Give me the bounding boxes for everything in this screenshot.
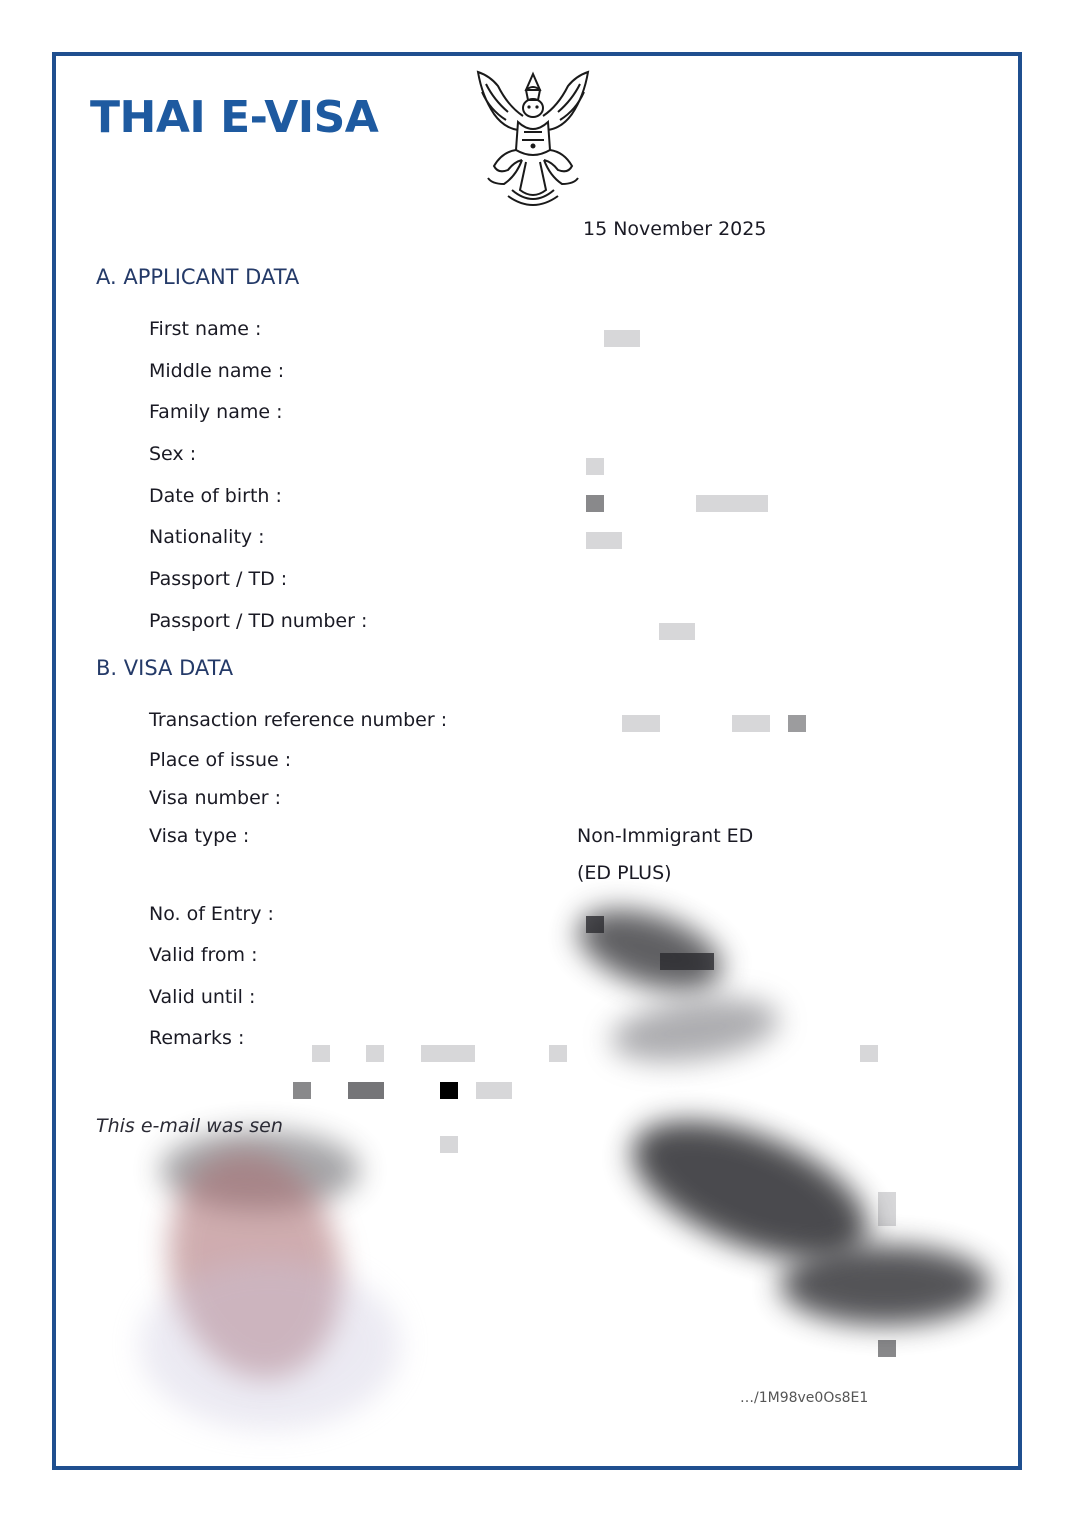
redacted-footer-3 <box>878 1340 896 1357</box>
document-date: 15 November 2025 <box>583 218 767 240</box>
redacted-passport-number <box>659 623 695 640</box>
redacted-footer-2 <box>878 1192 896 1226</box>
valid-from-label: Valid from : <box>149 944 258 966</box>
redacted-nationality <box>586 532 622 549</box>
transaction-reference-label: Transaction reference number : <box>149 709 448 731</box>
section-heading-applicant: A. APPLICANT DATA <box>96 265 300 289</box>
visa-type-label: Visa type : <box>149 825 250 847</box>
redacted-remarks-4 <box>549 1045 567 1062</box>
number-of-entry-label: No. of Entry : <box>149 903 274 925</box>
valid-until-label: Valid until : <box>149 986 256 1008</box>
redacted-remarks-3 <box>421 1045 475 1062</box>
redacted-remarks-6 <box>293 1082 311 1099</box>
remarks-label: Remarks : <box>149 1027 245 1049</box>
date-of-birth-label: Date of birth : <box>149 485 282 507</box>
redacted-transaction-ref-b <box>732 715 770 732</box>
redacted-remarks-9 <box>476 1082 512 1099</box>
passport-number-label: Passport / TD number : <box>149 610 368 632</box>
passport-type-label: Passport / TD : <box>149 568 288 590</box>
place-of-issue-label: Place of issue : <box>149 749 292 771</box>
redacted-remarks-8 <box>440 1082 458 1099</box>
redacted-remarks-7 <box>348 1082 384 1099</box>
email-footer-note: This e-mail was sen <box>96 1115 283 1137</box>
brand-title: THAI E-VISA <box>90 92 379 143</box>
visa-type-value: Non-Immigrant ED <box>577 825 754 847</box>
signature-smudge-right-b <box>780 1245 990 1325</box>
redacted-sex <box>586 458 604 475</box>
redacted-remarks-5 <box>860 1045 878 1062</box>
redacted-remarks-1 <box>312 1045 330 1062</box>
section-heading-visa: B. VISA DATA <box>96 656 234 680</box>
first-name-label: First name : <box>149 318 262 340</box>
redacted-transaction-ref-c <box>788 715 806 732</box>
visa-type-subtype: (ED PLUS) <box>577 862 672 884</box>
nationality-label: Nationality : <box>149 526 265 548</box>
family-name-label: Family name : <box>149 401 283 423</box>
document-code: …/1M98ve0Os8E1 <box>740 1390 869 1406</box>
sex-label: Sex : <box>149 443 197 465</box>
redacted-footer-1 <box>440 1136 458 1153</box>
redacted-remarks-2 <box>366 1045 384 1062</box>
redacted-birth-year <box>696 495 768 512</box>
middle-name-label: Middle name : <box>149 360 285 382</box>
garuda-emblem-icon <box>468 66 598 210</box>
redacted-first-name <box>604 330 640 347</box>
visa-number-label: Visa number : <box>149 787 282 809</box>
stamp-smudge-left-blue <box>140 1260 400 1430</box>
redacted-transaction-ref-a <box>622 715 660 732</box>
redacted-birth-day <box>586 495 604 512</box>
